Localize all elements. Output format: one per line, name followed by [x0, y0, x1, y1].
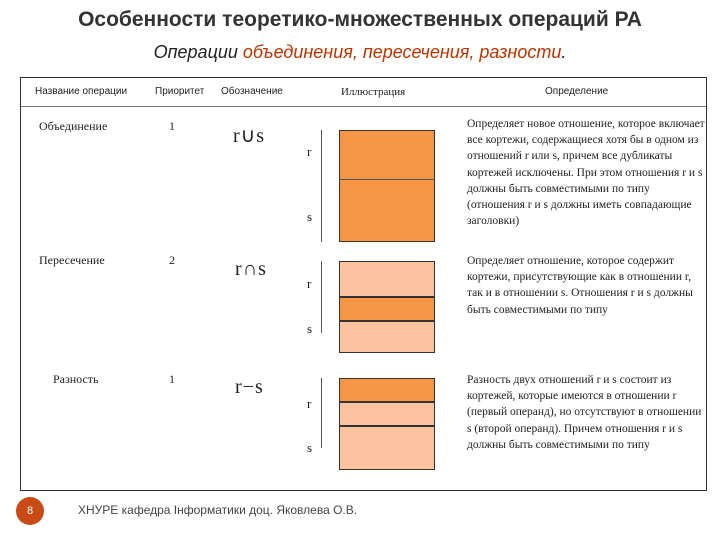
row-difference-notation: r−s: [235, 376, 264, 398]
row-intersection-priority: 2: [169, 253, 175, 267]
slide-title: Особенности теоретико-множественных операций РА: [78, 8, 642, 31]
slide-subtitle: [0, 42, 720, 63]
row-difference-definition: Разность двух отношений r и s состоит из кортежей, которые имеются в отношении r (первый операнд), но отсутствуют в отношении s (второй операнд). Причем отношения r и s должны быть совместимыми по типу: [467, 374, 702, 451]
row-union-definition: Определяет новое отношение, которое включает все кортежи, содержащиеся хотя бы в одном из отношений r или s, причем все дубликаты кортежей исключены. При этом отношения r и s должны быть совместимыми по типу (отношения r и s должны иметь совпадающие заголовки): [467, 118, 705, 228]
row-difference-label-r: r: [307, 396, 312, 411]
subtitle-end: .: [561, 42, 567, 62]
row-difference-overlap-box: [339, 402, 435, 426]
header-notation: Обозначение: [221, 86, 283, 97]
row-union-label-r: r: [307, 144, 312, 159]
row-intersection-definition: Определяет отношение, которое содержит кортежи, присутствующие как в отношении r, так и в отношении s. Отношения r и s должны быть совместимыми по типу: [467, 255, 693, 316]
header-definition: Определение: [545, 86, 609, 97]
row-intersection-overlap-box: [339, 297, 435, 321]
subtitle-highlight: объединения, пересечения, разности: [242, 42, 562, 62]
row-union-notation: r∪s: [233, 125, 266, 147]
header-divider: [21, 106, 706, 107]
row-intersection-r-box: [339, 261, 435, 297]
header-name: Название операции: [35, 86, 128, 97]
row-intersection-notation: r∩s: [235, 258, 267, 280]
row-difference-bracket: [321, 378, 322, 448]
row-union-name: Объединение: [39, 119, 108, 133]
row-union-label-s: s: [307, 209, 313, 224]
footer-text: ХНУРЕ кафедра Інформатики доц. Яковлева О.В.: [78, 503, 358, 517]
row-union-divider: [339, 179, 435, 180]
header-priority: Приоритет: [155, 86, 205, 97]
row-intersection-s-box: [339, 321, 435, 353]
row-difference-r-only-box: [339, 378, 435, 402]
header-illustration: Иллюстрация: [341, 86, 406, 98]
row-intersection-bracket: [321, 261, 322, 333]
row-intersection-label-r: r: [307, 276, 312, 291]
row-intersection-label-s: s: [307, 321, 313, 336]
row-difference-priority: 1: [169, 372, 175, 386]
row-intersection-name: Пересечение: [39, 253, 105, 267]
row-union-r-box: [339, 130, 435, 242]
row-difference-name: Разность: [53, 372, 99, 386]
row-difference-s-box: [339, 426, 435, 470]
row-difference-label-s: s: [307, 440, 313, 455]
row-union-bracket: [321, 130, 322, 242]
page-number-badge: 8: [16, 497, 44, 525]
operations-table: [20, 77, 707, 491]
row-union-priority: 1: [169, 119, 175, 133]
subtitle-plain: Операции: [153, 42, 243, 62]
